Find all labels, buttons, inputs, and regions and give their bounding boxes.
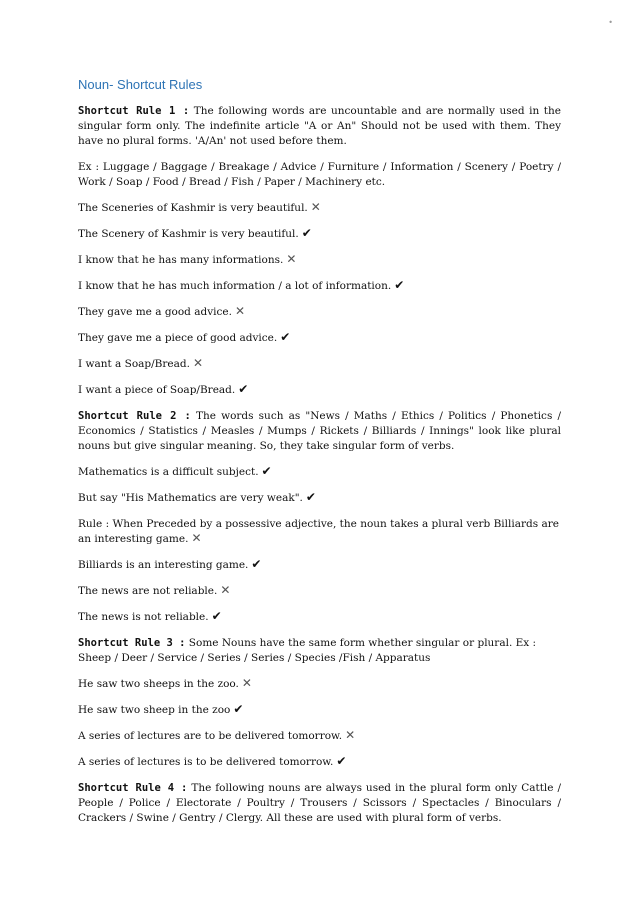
corner-mark: • [608,18,613,27]
example-sentence [78,610,561,625]
check-icon: ✔ [261,464,272,478]
rule-1-text: The following words are uncountable and are normally used in the singular form only. The indefinite article "A or An" Should not be used with them. They have no plural forms. 'A/An' not used before them. [78,105,561,147]
cross-icon: ✕ [234,304,246,318]
sentence-text: Billiards is an interesting game. [78,559,249,571]
sentence-text: The Sceneries of Kashmir is very beautiful. [78,202,308,214]
example-sentence [78,584,561,599]
sentence-text: But say "His Mathematics are very weak". [78,492,303,504]
example-sentence [78,253,561,268]
sentence-text: Rule : When Preceded by a possessive adjective, the noun takes a plural verb Billiards are an interesting game. [78,518,559,545]
cross-icon: ✕ [241,676,252,690]
example-sentence [78,331,561,346]
sentence-text: Mathematics is a difficult subject. [78,466,259,478]
sentence-text: A series of lectures is to be delivered tomorrow. [78,756,334,768]
sentence-text: He saw two sheeps in the zoo. [78,678,239,690]
rule-3-text: Some Nouns have the same form whether singular or plural. Ex : Sheep / Deer / Service / Series / Series / Species /Fish / Apparatus [78,637,537,664]
example-sentence [78,703,561,718]
document-body [78,104,561,837]
sentence-text: The Scenery of Kashmir is very beautiful. [78,228,299,240]
example-sentence [78,677,561,692]
cross-icon: ✕ [286,252,297,266]
rule-3-label: Shortcut Rule 3 : [78,637,186,649]
cross-icon: ✕ [345,728,356,742]
example-sentence [78,201,561,216]
example-sentence [78,729,561,744]
example-sentence [78,279,561,294]
example-sentence [78,558,561,573]
check-icon: ✔ [394,278,405,292]
example-sentence [78,465,561,480]
sentence-text: The news are not reliable. [78,585,218,597]
example-sentence [78,755,561,770]
cross-icon: ✕ [220,583,231,597]
page-title: Noun- Shortcut Rules [78,77,203,92]
cross-icon: ✕ [191,531,202,545]
sentence-text: They gave me a good advice. [78,306,232,318]
rule-1-paragraph [78,104,561,149]
check-icon: ✔ [238,382,249,396]
example-sentence [78,383,561,398]
sentence-text: I know that he has much information / a lot of information. [78,280,392,292]
sentence-text: The news is not reliable. [78,611,209,623]
example-sentence [78,517,561,547]
check-icon: ✔ [305,490,316,504]
rule-2-text: The words such as "News / Maths / Ethics / Politics / Phonetics / Economics / Statistics / Measles / Mumps / Rickets / Billiards / Innings" look like plural nouns but give singular meaning. So, they take singular form of verbs. [78,410,561,452]
sentence-text: They gave me a piece of good advice. [78,332,278,344]
rule-2-paragraph [78,409,561,454]
rule-1-label: Shortcut Rule 1 : [78,105,190,117]
check-icon: ✔ [280,330,291,344]
cross-icon: ✕ [310,200,321,214]
example-sentence [78,491,561,506]
example-sentence [78,305,561,320]
rule-4-paragraph [78,781,561,826]
sentence-text: He saw two sheep in the zoo [78,704,231,716]
check-icon: ✔ [336,754,347,768]
example-sentence [78,357,561,372]
rule-4-label: Shortcut Rule 4 : [78,782,188,794]
sentence-text: I know that he has many informations. [78,254,284,266]
sentence-text: I want a Soap/Bread. [78,358,190,370]
rule-2-label: Shortcut Rule 2 : [78,410,191,422]
cross-icon: ✕ [192,356,204,370]
check-icon: ✔ [233,702,244,716]
sentence-text: A series of lectures are to be delivered tomorrow. [78,730,343,742]
check-icon: ✔ [251,557,262,571]
rule-1-example: Ex : Luggage / Baggage / Breakage / Advice / Furniture / Information / Scenery / Poetry / Work / Soap / Food / Bread / Fish / Paper / Machinery etc. [78,161,561,188]
rule-3-paragraph [78,636,561,666]
rule-4-text: The following nouns are always used in the plural form only Cattle / People / Police / Electorate / Poultry / Trousers / Scissors / Spectacles / Binoculars / Crackers / Swine / Gentry / Clergy. All these are used with plural form of verbs. [78,782,562,824]
check-icon: ✔ [301,226,312,240]
sentence-text: I want a piece of Soap/Bread. [78,384,236,396]
check-icon: ✔ [211,609,222,623]
example-sentence [78,227,561,242]
